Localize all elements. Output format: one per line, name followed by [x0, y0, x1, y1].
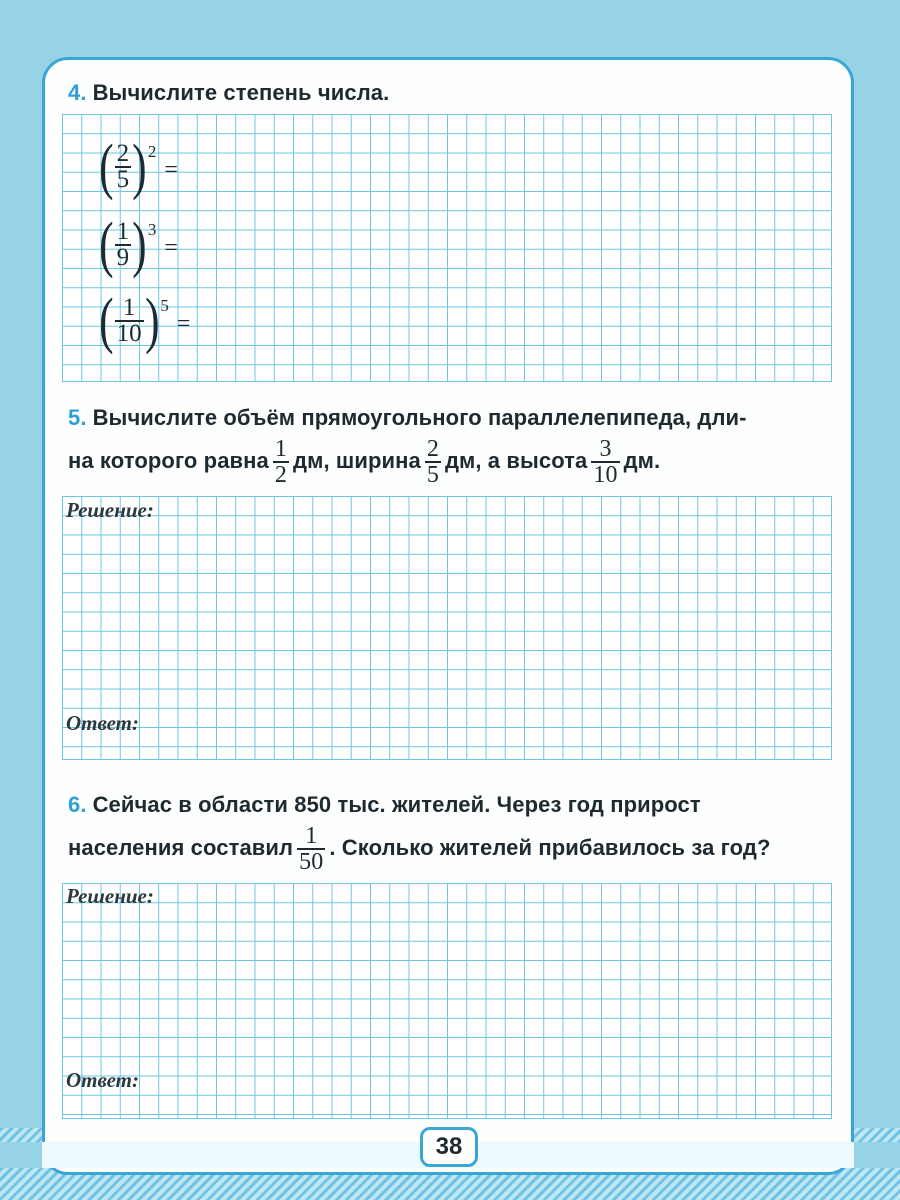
- numerator: 1: [116, 218, 130, 245]
- task-6-text-b: . Сколько жителей прибавилось за год?: [329, 834, 771, 860]
- width-fraction: [425, 437, 441, 487]
- task-5-solution-label: Решение:: [66, 498, 154, 522]
- equals-sign: =: [164, 234, 178, 261]
- task-5-line-1-text: Вычислите объём прямоугольного параллелепипеда, дли-: [92, 405, 747, 430]
- task-5-grid[interactable]: [62, 496, 832, 760]
- task-5-line-1: [68, 397, 838, 439]
- left-paren: (: [99, 133, 114, 201]
- task-6-text-a: населения составил: [68, 834, 294, 860]
- task-4-text: Вычислите степень числа.: [92, 80, 390, 105]
- numerator: 2: [116, 140, 130, 167]
- exponent: 2: [147, 142, 157, 161]
- task-6-line-2: [68, 824, 838, 874]
- height-fraction: [591, 437, 619, 487]
- left-paren: (: [99, 211, 114, 279]
- task-6-number: 6.: [68, 792, 87, 817]
- right-paren: ): [144, 287, 160, 355]
- growth-fraction: [297, 824, 325, 874]
- power-expression-1: [96, 133, 178, 201]
- exponent: 3: [147, 220, 157, 239]
- page-number: 38: [420, 1127, 478, 1167]
- denominator: 10: [593, 462, 618, 488]
- left-paren: (: [99, 287, 114, 355]
- task-4-heading: [68, 72, 838, 114]
- numerator: 1: [122, 294, 136, 321]
- denominator: 2: [274, 462, 288, 488]
- task-6-heading: [68, 784, 838, 874]
- equals-sign: =: [164, 156, 178, 183]
- task-5-text-a: на которого равна: [68, 447, 269, 473]
- fraction: [115, 296, 144, 346]
- numerator: 2: [426, 436, 439, 462]
- denominator: 5: [426, 462, 439, 488]
- numerator: 1: [305, 823, 318, 849]
- task-5-number: 5.: [68, 405, 87, 430]
- numerator: 3: [599, 436, 612, 462]
- denominator: 9: [116, 244, 130, 271]
- task-5-text-d: дм.: [623, 447, 661, 473]
- denominator: 5: [116, 166, 130, 193]
- length-fraction: [273, 437, 289, 487]
- task-6-solution-label: Решение:: [66, 884, 154, 908]
- denominator: 50: [299, 849, 324, 875]
- task-5-text-b: дм, ширина: [293, 447, 421, 473]
- task-6-grid[interactable]: [62, 883, 832, 1119]
- equals-sign: =: [176, 310, 191, 337]
- power-expression-2: [96, 211, 178, 279]
- task-6-line-1-text: Сейчас в области 850 тыс. жителей. Через год прирост: [92, 792, 701, 817]
- task-5-answer-label: Ответ:: [66, 711, 139, 735]
- fraction: [115, 142, 132, 192]
- task-5-line-2: [68, 437, 838, 487]
- numerator: 1: [274, 436, 288, 462]
- task-6-line-1: [68, 784, 838, 826]
- exponent: 5: [160, 296, 169, 315]
- task-5-text-c: дм, а высота: [444, 447, 588, 473]
- fraction: [115, 220, 132, 270]
- task-4-number: 4.: [68, 80, 87, 105]
- task-5-heading: [68, 397, 838, 487]
- denominator: 10: [116, 320, 142, 347]
- task-6-answer-label: Ответ:: [66, 1068, 139, 1092]
- right-paren: ): [132, 211, 147, 279]
- power-expression-3: [96, 287, 191, 355]
- right-paren: ): [132, 133, 147, 201]
